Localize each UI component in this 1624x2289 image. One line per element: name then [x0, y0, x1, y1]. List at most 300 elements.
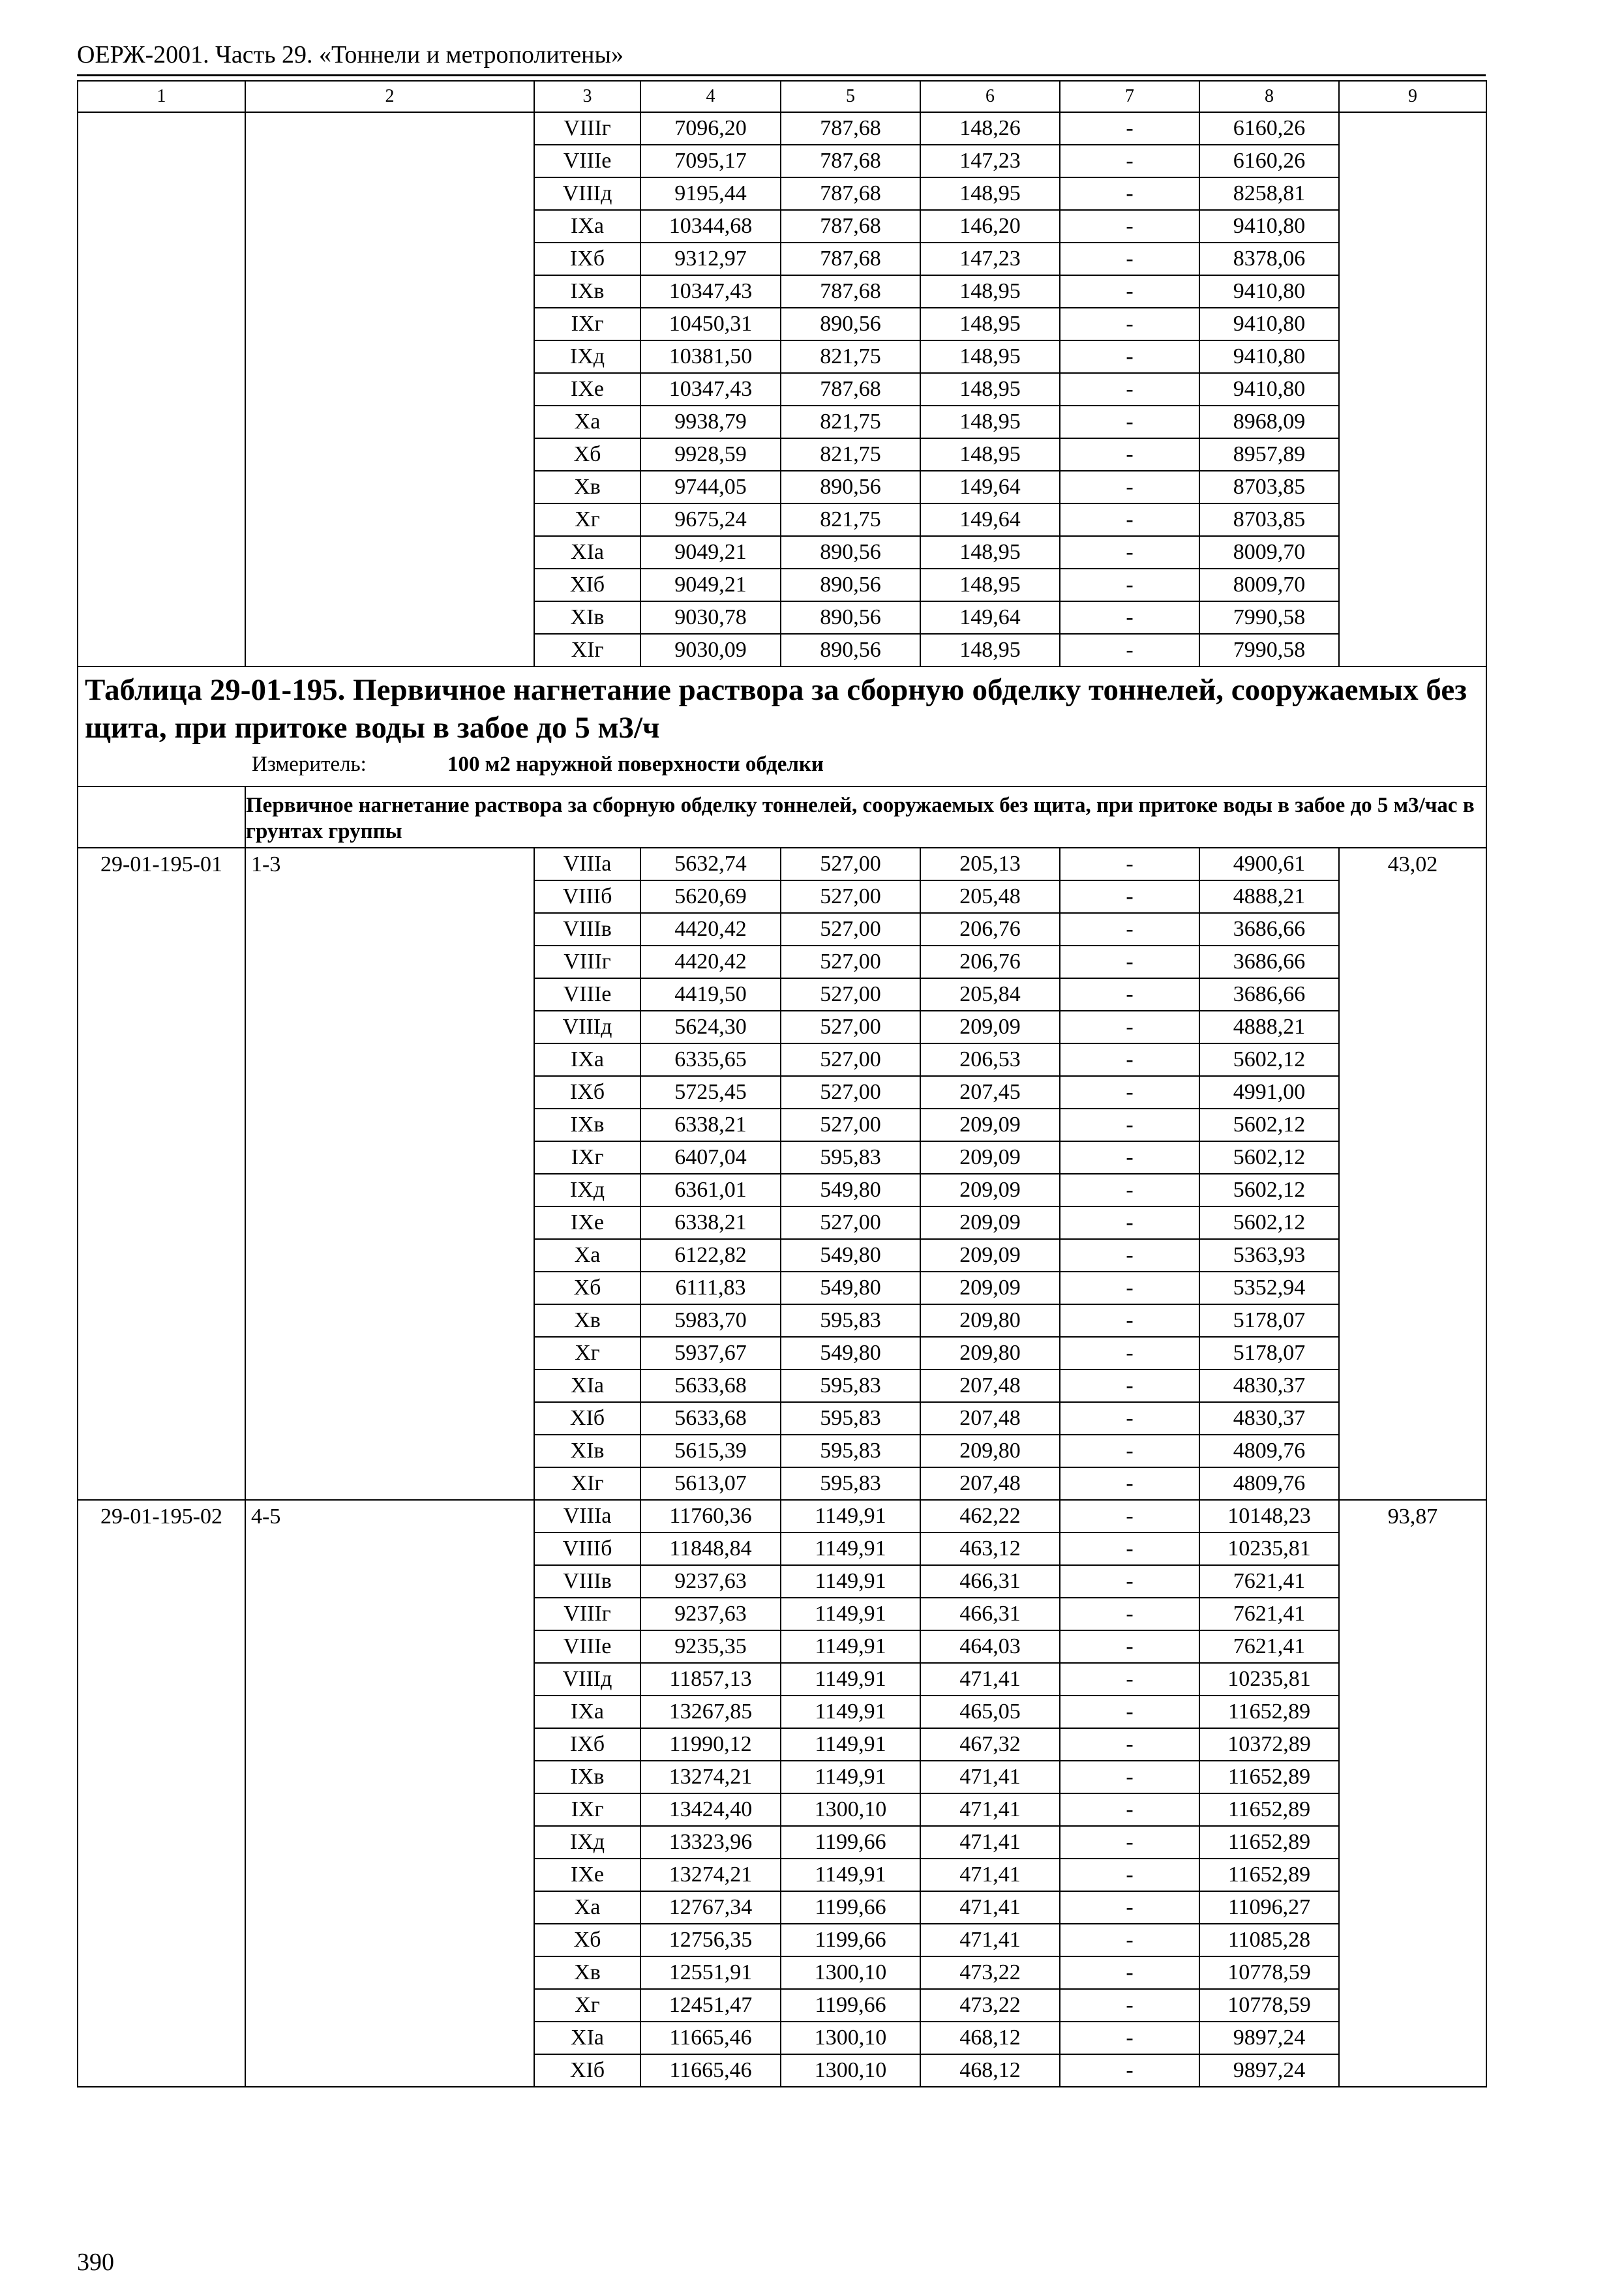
value-cell: 1149,91 [781, 1859, 920, 1891]
value-cell: 1300,10 [781, 1793, 920, 1826]
value-cell: 821,75 [781, 438, 920, 471]
soil-category-cell: IXа [534, 210, 640, 243]
soil-category-cell: VIIIа [534, 1500, 640, 1533]
value-cell: 5363,93 [1199, 1239, 1339, 1272]
value-cell: 4419,50 [640, 978, 781, 1011]
value-cell: 527,00 [781, 913, 920, 946]
value-cell: 471,41 [920, 1663, 1060, 1696]
value-cell: 206,76 [920, 913, 1060, 946]
value-cell: 149,64 [920, 601, 1060, 634]
soil-group: 1-3 [245, 848, 534, 1500]
value-cell: 4830,37 [1199, 1402, 1339, 1435]
value-cell: 1149,91 [781, 1565, 920, 1598]
value-cell: 527,00 [781, 1043, 920, 1076]
soil-category-cell: VIIIе [534, 1630, 640, 1663]
value-cell: - [1060, 145, 1199, 177]
value-cell: 466,31 [920, 1565, 1060, 1598]
value-cell: 9410,80 [1199, 275, 1339, 308]
soil-category-cell: VIIIе [534, 145, 640, 177]
value-cell: 890,56 [781, 634, 920, 666]
soil-category-cell: XIа [534, 2022, 640, 2054]
labor-norm: 93,87 [1339, 1500, 1486, 2087]
value-cell: 13274,21 [640, 1859, 781, 1891]
value-cell: - [1060, 177, 1199, 210]
value-cell: 787,68 [781, 177, 920, 210]
soil-category-cell: IXд [534, 340, 640, 373]
value-cell: 10778,59 [1199, 1989, 1339, 2022]
soil-category-cell: IXа [534, 1043, 640, 1076]
soil-category-cell: VIIIв [534, 1565, 640, 1598]
value-cell: 549,80 [781, 1272, 920, 1304]
value-cell: 205,48 [920, 880, 1060, 913]
value-cell: - [1060, 210, 1199, 243]
value-cell: 1149,91 [781, 1761, 920, 1793]
value-cell: 206,53 [920, 1043, 1060, 1076]
value-cell: 11652,89 [1199, 1696, 1339, 1728]
soil-category-cell: IXе [534, 1206, 640, 1239]
value-cell: 471,41 [920, 1826, 1060, 1859]
value-cell: 148,95 [920, 634, 1060, 666]
value-cell: 209,09 [920, 1011, 1060, 1043]
value-cell: 209,80 [920, 1304, 1060, 1337]
rates-table [77, 80, 1487, 2087]
table-body [78, 81, 1486, 2087]
value-cell: 473,22 [920, 1989, 1060, 2022]
soil-category-cell: IXа [534, 1696, 640, 1728]
column-number: 5 [781, 81, 920, 112]
value-cell: - [1060, 308, 1199, 340]
value-cell: 5937,67 [640, 1337, 781, 1369]
value-cell: - [1060, 1989, 1199, 2022]
value-cell: 5602,12 [1199, 1141, 1339, 1174]
value-cell: 5633,68 [640, 1402, 781, 1435]
value-cell: 7621,41 [1199, 1565, 1339, 1598]
value-cell: 8968,09 [1199, 406, 1339, 438]
value-cell: 147,23 [920, 145, 1060, 177]
value-cell: 4809,76 [1199, 1467, 1339, 1500]
soil-category-cell: IXг [534, 1141, 640, 1174]
value-cell: 148,26 [920, 112, 1060, 145]
value-cell: - [1060, 1924, 1199, 1956]
value-cell: 465,05 [920, 1696, 1060, 1728]
value-cell: 1149,91 [781, 1696, 920, 1728]
value-cell: 466,31 [920, 1598, 1060, 1630]
table-title: Таблица 29-01-195. Первичное нагнетание раствора за сборную обделку тоннелей, сооружаемых без щита, при притоке воды в забое до 5 м3/ч [85, 673, 1467, 745]
value-cell: 148,95 [920, 438, 1060, 471]
value-cell: 4888,21 [1199, 880, 1339, 913]
value-cell: 1149,91 [781, 1598, 920, 1630]
value-cell: 12756,35 [640, 1924, 781, 1956]
value-cell: 549,80 [781, 1174, 920, 1206]
value-cell: 10347,43 [640, 373, 781, 406]
column-number: 4 [640, 81, 781, 112]
value-cell: - [1060, 373, 1199, 406]
empty-norm-cell [1339, 112, 1486, 666]
value-cell: 10381,50 [640, 340, 781, 373]
value-cell: 527,00 [781, 1011, 920, 1043]
soil-category-cell: Xг [534, 503, 640, 536]
value-cell: 5602,12 [1199, 1043, 1339, 1076]
value-cell: 1300,10 [781, 1956, 920, 1989]
value-cell: 787,68 [781, 373, 920, 406]
soil-category-cell: IXг [534, 308, 640, 340]
value-cell: - [1060, 1304, 1199, 1337]
value-cell: 595,83 [781, 1304, 920, 1337]
soil-group: 4-5 [245, 1500, 534, 2087]
value-cell: - [1060, 275, 1199, 308]
value-cell: 8258,81 [1199, 177, 1339, 210]
value-cell: 462,22 [920, 1500, 1060, 1533]
value-cell: 471,41 [920, 1891, 1060, 1924]
measure-line [85, 749, 1479, 779]
value-cell: 7095,17 [640, 145, 781, 177]
soil-category-cell: XIв [534, 1435, 640, 1467]
value-cell: 549,80 [781, 1337, 920, 1369]
value-cell: 5178,07 [1199, 1337, 1339, 1369]
description-cell: Первичное нагнетание раствора за сборную обделку тоннелей, сооружаемых без щита, при притоке воды в забое до 5 м3/час в грунтах группы [245, 786, 1486, 848]
value-cell: - [1060, 601, 1199, 634]
value-cell: 1199,66 [781, 1891, 920, 1924]
value-cell: 5620,69 [640, 880, 781, 913]
value-cell: 6160,26 [1199, 112, 1339, 145]
value-cell: 527,00 [781, 1076, 920, 1109]
value-cell: 209,80 [920, 1337, 1060, 1369]
value-cell: 5632,74 [640, 848, 781, 880]
value-cell: 9195,44 [640, 177, 781, 210]
soil-category-cell: Xб [534, 1272, 640, 1304]
value-cell: 6338,21 [640, 1206, 781, 1239]
value-cell: 1199,66 [781, 1826, 920, 1859]
value-cell: 11096,27 [1199, 1891, 1339, 1924]
value-cell: 8703,85 [1199, 471, 1339, 503]
value-cell: 1149,91 [781, 1500, 920, 1533]
value-cell: - [1060, 1859, 1199, 1891]
value-cell: 1300,10 [781, 2022, 920, 2054]
value-cell: 11665,46 [640, 2022, 781, 2054]
value-cell: 9235,35 [640, 1630, 781, 1663]
soil-category-cell: IXд [534, 1826, 640, 1859]
value-cell: - [1060, 1174, 1199, 1206]
value-cell: - [1060, 1533, 1199, 1565]
value-cell: 13274,21 [640, 1761, 781, 1793]
soil-category-cell: Xв [534, 1304, 640, 1337]
value-cell: 149,64 [920, 503, 1060, 536]
value-cell: 1149,91 [781, 1630, 920, 1663]
value-cell: - [1060, 1076, 1199, 1109]
value-cell: 209,80 [920, 1435, 1060, 1467]
value-cell: 5178,07 [1199, 1304, 1339, 1337]
soil-category-cell: VIIIд [534, 1011, 640, 1043]
value-cell: 4420,42 [640, 913, 781, 946]
value-cell: 527,00 [781, 1206, 920, 1239]
empty-group-cell [245, 112, 534, 666]
value-cell: - [1060, 340, 1199, 373]
value-cell: 5633,68 [640, 1369, 781, 1402]
value-cell: 787,68 [781, 145, 920, 177]
value-cell: 10235,81 [1199, 1533, 1339, 1565]
column-number: 6 [920, 81, 1060, 112]
value-cell: 205,13 [920, 848, 1060, 880]
value-cell: - [1060, 1696, 1199, 1728]
soil-category-cell: Xа [534, 406, 640, 438]
value-cell: 11652,89 [1199, 1761, 1339, 1793]
value-cell: 148,95 [920, 569, 1060, 601]
value-cell: - [1060, 438, 1199, 471]
value-cell: 6160,26 [1199, 145, 1339, 177]
soil-category-cell: XIб [534, 2054, 640, 2087]
value-cell: - [1060, 1239, 1199, 1272]
value-cell: - [1060, 1761, 1199, 1793]
value-cell: 471,41 [920, 1793, 1060, 1826]
value-cell: - [1060, 536, 1199, 569]
value-cell: 9744,05 [640, 471, 781, 503]
value-cell: - [1060, 1435, 1199, 1467]
value-cell: - [1060, 503, 1199, 536]
value-cell: 6111,83 [640, 1272, 781, 1304]
soil-category-cell: IXд [534, 1174, 640, 1206]
value-cell: 6122,82 [640, 1239, 781, 1272]
value-cell: 1149,91 [781, 1663, 920, 1696]
value-cell: 148,95 [920, 275, 1060, 308]
value-cell: 9897,24 [1199, 2054, 1339, 2087]
value-cell: - [1060, 1663, 1199, 1696]
value-cell: 7990,58 [1199, 634, 1339, 666]
value-cell: 11760,36 [640, 1500, 781, 1533]
soil-category-cell: Xа [534, 1239, 640, 1272]
value-cell: - [1060, 1826, 1199, 1859]
value-cell: 549,80 [781, 1239, 920, 1272]
soil-category-cell: Xг [534, 1337, 640, 1369]
value-cell: - [1060, 978, 1199, 1011]
value-cell: 787,68 [781, 112, 920, 145]
value-cell: 206,76 [920, 946, 1060, 978]
value-cell: 10778,59 [1199, 1956, 1339, 1989]
value-cell: 6407,04 [640, 1141, 781, 1174]
soil-category-cell: Xв [534, 471, 640, 503]
column-number: 8 [1199, 81, 1339, 112]
value-cell: 148,95 [920, 308, 1060, 340]
value-cell: - [1060, 1891, 1199, 1924]
value-cell: 11857,13 [640, 1663, 781, 1696]
value-cell: - [1060, 2054, 1199, 2087]
value-cell: 209,09 [920, 1239, 1060, 1272]
soil-category-cell: IXв [534, 275, 640, 308]
value-cell: 10344,68 [640, 210, 781, 243]
value-cell: 10450,31 [640, 308, 781, 340]
value-cell: 9938,79 [640, 406, 781, 438]
column-number: 3 [534, 81, 640, 112]
value-cell: - [1060, 243, 1199, 275]
value-cell: 7990,58 [1199, 601, 1339, 634]
value-cell: 527,00 [781, 978, 920, 1011]
value-cell: 4420,42 [640, 946, 781, 978]
soil-category-cell: VIIIг [534, 112, 640, 145]
value-cell: 468,12 [920, 2022, 1060, 2054]
value-cell: 3686,66 [1199, 913, 1339, 946]
value-cell: 890,56 [781, 471, 920, 503]
value-cell: 787,68 [781, 275, 920, 308]
value-cell: 4809,76 [1199, 1435, 1339, 1467]
value-cell: 7621,41 [1199, 1630, 1339, 1663]
soil-category-cell: Xв [534, 1956, 640, 1989]
value-cell: 11990,12 [640, 1728, 781, 1761]
value-cell: 527,00 [781, 848, 920, 880]
value-cell: 468,12 [920, 2054, 1060, 2087]
soil-category-cell: IXв [534, 1109, 640, 1141]
header-rule [77, 74, 1486, 76]
value-cell: - [1060, 1500, 1199, 1533]
measure-label: Измеритель: [252, 753, 367, 776]
value-cell: 5983,70 [640, 1304, 781, 1337]
value-cell: - [1060, 880, 1199, 913]
soil-category-cell: IXб [534, 1076, 640, 1109]
soil-category-cell: Xг [534, 1989, 640, 2022]
value-cell: 9410,80 [1199, 210, 1339, 243]
value-cell: 9237,63 [640, 1598, 781, 1630]
soil-category-cell: Xб [534, 1924, 640, 1956]
value-cell: 209,09 [920, 1109, 1060, 1141]
value-cell: 9030,78 [640, 601, 781, 634]
value-cell: 5602,12 [1199, 1206, 1339, 1239]
value-cell: 595,83 [781, 1467, 920, 1500]
value-cell: 9675,24 [640, 503, 781, 536]
value-cell: 9312,97 [640, 243, 781, 275]
value-cell: - [1060, 1011, 1199, 1043]
value-cell: 11848,84 [640, 1533, 781, 1565]
value-cell: - [1060, 634, 1199, 666]
column-number: 1 [78, 81, 245, 112]
value-cell: - [1060, 1402, 1199, 1435]
soil-category-cell: XIб [534, 1402, 640, 1435]
value-cell: 10148,23 [1199, 1500, 1339, 1533]
empty-code-cell [78, 112, 245, 666]
value-cell: 10235,81 [1199, 1663, 1339, 1696]
value-cell: 8009,70 [1199, 536, 1339, 569]
column-number-row [78, 81, 1486, 112]
value-cell: - [1060, 1467, 1199, 1500]
value-cell: 12767,34 [640, 1891, 781, 1924]
soil-category-cell: IXв [534, 1761, 640, 1793]
value-cell: 7096,20 [640, 112, 781, 145]
soil-category-cell: XIб [534, 569, 640, 601]
value-cell: - [1060, 1956, 1199, 1989]
value-cell: 890,56 [781, 308, 920, 340]
value-cell: 9237,63 [640, 1565, 781, 1598]
value-cell: 890,56 [781, 569, 920, 601]
value-cell: 1149,91 [781, 1533, 920, 1565]
value-cell: 5602,12 [1199, 1174, 1339, 1206]
value-cell: 5725,45 [640, 1076, 781, 1109]
soil-category-cell: XIг [534, 634, 640, 666]
value-cell: 9410,80 [1199, 340, 1339, 373]
value-cell: 11085,28 [1199, 1924, 1339, 1956]
value-cell: 146,20 [920, 210, 1060, 243]
soil-category-cell: VIIIб [534, 1533, 640, 1565]
value-cell: 890,56 [781, 601, 920, 634]
soil-category-cell: IXе [534, 1859, 640, 1891]
value-cell: 467,32 [920, 1728, 1060, 1761]
soil-category-cell: VIIIд [534, 1663, 640, 1696]
value-cell: 527,00 [781, 880, 920, 913]
value-cell: 527,00 [781, 946, 920, 978]
value-cell: 207,48 [920, 1467, 1060, 1500]
value-cell: 473,22 [920, 1956, 1060, 1989]
value-cell: 11652,89 [1199, 1826, 1339, 1859]
value-cell: 1149,91 [781, 1728, 920, 1761]
value-cell: - [1060, 406, 1199, 438]
soil-category-cell: IXг [534, 1793, 640, 1826]
value-cell: 5615,39 [640, 1435, 781, 1467]
value-cell: 6338,21 [640, 1109, 781, 1141]
value-cell: 4900,61 [1199, 848, 1339, 880]
value-cell: 527,00 [781, 1109, 920, 1141]
value-cell: 209,09 [920, 1272, 1060, 1304]
value-cell: 4888,21 [1199, 1011, 1339, 1043]
value-cell: 890,56 [781, 536, 920, 569]
value-cell: - [1060, 569, 1199, 601]
description-empty-cell [78, 786, 245, 848]
value-cell: 5624,30 [640, 1011, 781, 1043]
value-cell: 205,84 [920, 978, 1060, 1011]
soil-category-cell: XIа [534, 1369, 640, 1402]
value-cell: 8009,70 [1199, 569, 1339, 601]
value-cell: 595,83 [781, 1402, 920, 1435]
soil-category-cell: Xа [534, 1891, 640, 1924]
measure-value: 100 м2 наружной поверхности обделки [447, 753, 824, 776]
value-cell: 13323,96 [640, 1826, 781, 1859]
value-cell: - [1060, 946, 1199, 978]
value-cell: 821,75 [781, 406, 920, 438]
value-cell: 12551,91 [640, 1956, 781, 1989]
value-cell: 13267,85 [640, 1696, 781, 1728]
table-row [78, 112, 1486, 145]
value-cell: 4830,37 [1199, 1369, 1339, 1402]
soil-category-cell: VIIIе [534, 978, 640, 1011]
value-cell: - [1060, 848, 1199, 880]
column-number: 2 [245, 81, 534, 112]
table-row [78, 1500, 1486, 1533]
value-cell: 464,03 [920, 1630, 1060, 1663]
soil-category-cell: VIIIд [534, 177, 640, 210]
value-cell: 9410,80 [1199, 308, 1339, 340]
soil-category-cell: IXб [534, 1728, 640, 1761]
soil-category-cell: VIIIг [534, 946, 640, 978]
value-cell: 595,83 [781, 1141, 920, 1174]
value-cell: 8703,85 [1199, 503, 1339, 536]
value-cell: - [1060, 1598, 1199, 1630]
value-cell: - [1060, 1043, 1199, 1076]
value-cell: 5613,07 [640, 1467, 781, 1500]
value-cell: 13424,40 [640, 1793, 781, 1826]
value-cell: 8378,06 [1199, 243, 1339, 275]
value-cell: 595,83 [781, 1369, 920, 1402]
value-cell: - [1060, 1793, 1199, 1826]
value-cell: 471,41 [920, 1924, 1060, 1956]
value-cell: 209,09 [920, 1141, 1060, 1174]
value-cell: - [1060, 1272, 1199, 1304]
value-cell: - [1060, 2022, 1199, 2054]
value-cell: 6361,01 [640, 1174, 781, 1206]
value-cell: 9410,80 [1199, 373, 1339, 406]
page-number: 390 [77, 2249, 114, 2276]
value-cell: 148,95 [920, 406, 1060, 438]
value-cell: 7621,41 [1199, 1598, 1339, 1630]
value-cell: - [1060, 1141, 1199, 1174]
value-cell: 471,41 [920, 1761, 1060, 1793]
page-header: ОЕРЖ-2001. Часть 29. «Тоннели и метрополитены» [77, 41, 624, 68]
soil-category-cell: VIIIа [534, 848, 640, 880]
value-cell: 1300,10 [781, 2054, 920, 2087]
